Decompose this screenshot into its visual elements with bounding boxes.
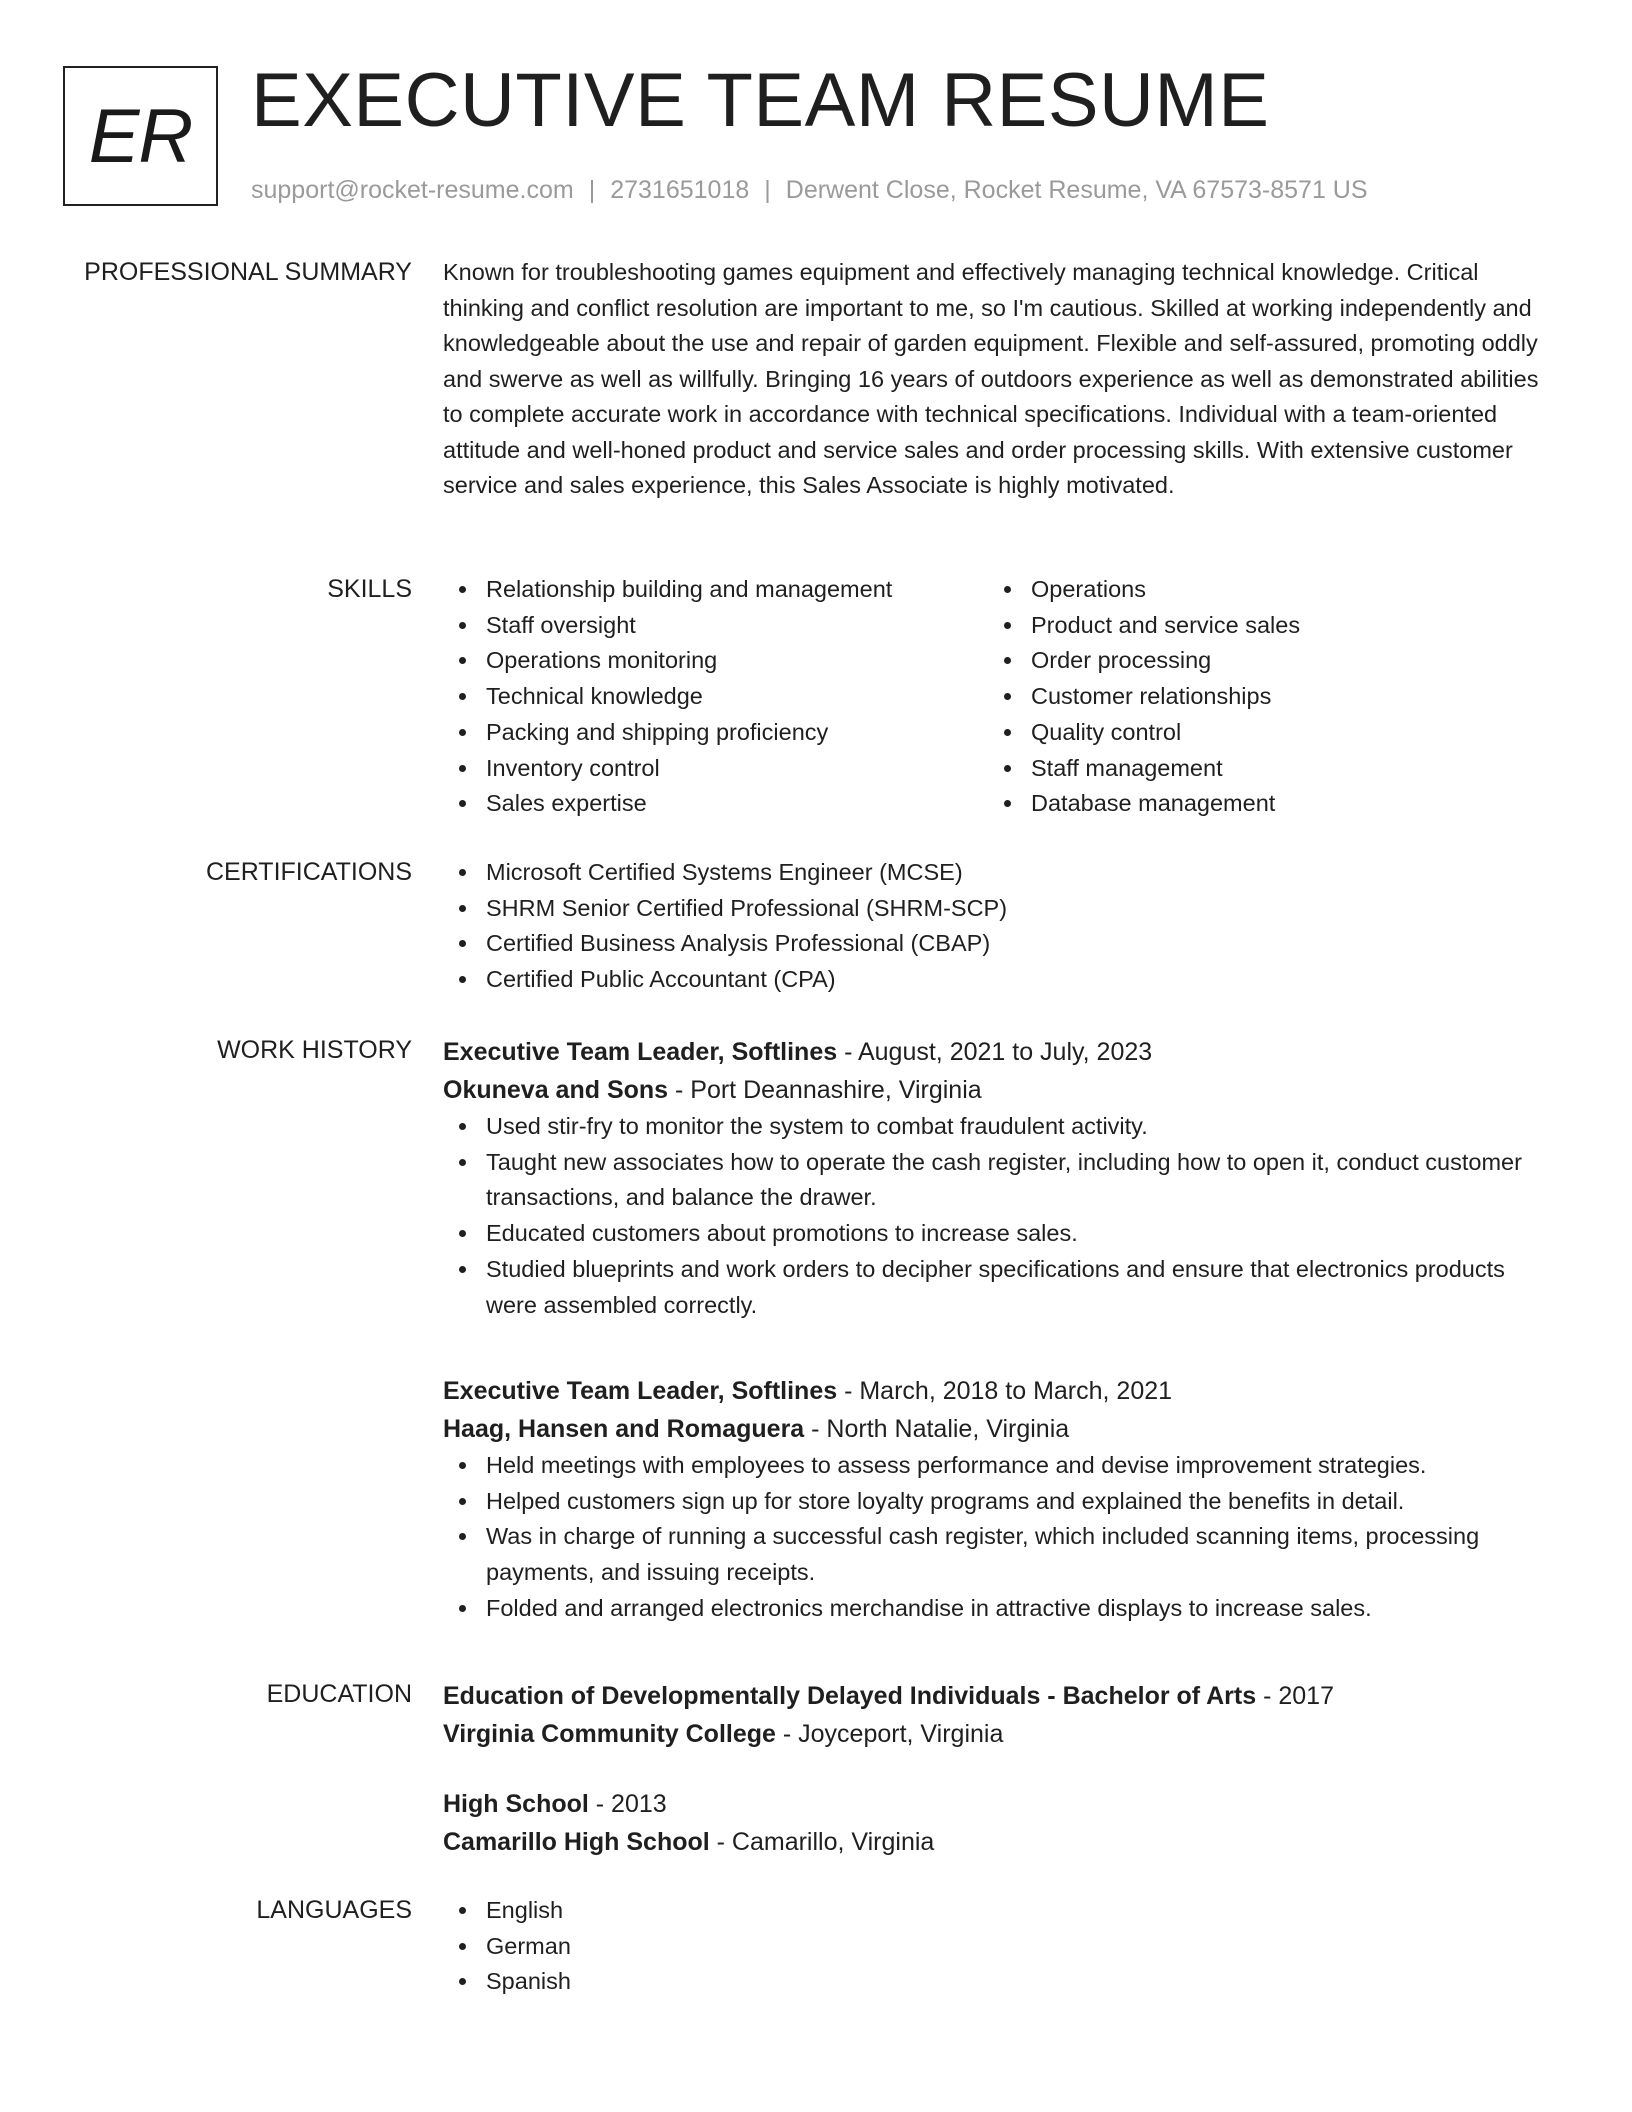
- job-company: Haag, Hansen and Romaguera: [443, 1415, 805, 1443]
- list-item: Operations monitoring: [443, 643, 988, 679]
- work-history-content-2: [443, 1372, 1553, 1627]
- list-item: English: [443, 1893, 1553, 1929]
- job-title: Executive Team Leader, Softlines: [443, 1377, 838, 1405]
- summary-text: Known for troubleshooting games equipment and effectively managing technical knowledge. Critical thinking and conflict resolution are important to me, so I'm cautious. Skilled at working independently and knowledgeable about the use and repair of garden equipment. Flexible and self-assured, promoting oddly and swerve as well as willfully. Bringing 16 years of outdoors experience as well as demonstrated abilities to complete accurate work in accordance with technical specifications. Individual with a team-oriented attitude and well-honed product and service sales and order processing skills. With extensive customer service and sales experience, this Sales Associate is highly motivated.: [443, 259, 1539, 498]
- list-item: Order processing: [988, 643, 1533, 679]
- job-entry: [443, 1033, 1553, 1323]
- contact-separator: |: [588, 176, 596, 204]
- list-item: Held meetings with employees to assess performance and devise improvement strategies.: [443, 1448, 1553, 1484]
- job-location: - Port Deannashire, Virginia: [668, 1076, 982, 1104]
- education-location: - Camarillo, Virginia: [709, 1828, 935, 1856]
- education-year: - 2017: [1256, 1682, 1334, 1710]
- summary-content: [443, 255, 1553, 504]
- education-entry: [443, 1677, 1553, 1753]
- list-item: Was in charge of running a successful cash register, which included scanning items, processing payments, and issuing receipts.: [443, 1519, 1553, 1590]
- job-header: [443, 1033, 1553, 1071]
- certifications-list: [443, 855, 1553, 998]
- section-label-certifications: CERTIFICATIONS: [205, 858, 412, 886]
- list-item: Operations: [988, 572, 1533, 608]
- job-bullets: [443, 1109, 1553, 1323]
- list-item: Folded and arranged electronics merchandise in attractive displays to increase sales.: [443, 1591, 1553, 1627]
- list-item: Studied blueprints and work orders to decipher specifications and ensure that electronics products were assembled correctly.: [443, 1252, 1553, 1323]
- list-item: SHRM Senior Certified Professional (SHRM-SCP): [443, 891, 1553, 927]
- languages-content: [443, 1893, 1553, 2000]
- education-school: Virginia Community College: [443, 1720, 776, 1748]
- skills-column-1: [443, 572, 988, 822]
- job-header: [443, 1372, 1553, 1410]
- job-company: Okuneva and Sons: [443, 1076, 669, 1104]
- list-item: Staff oversight: [443, 608, 988, 644]
- list-item: Microsoft Certified Systems Engineer (MCSE): [443, 855, 1553, 891]
- education-school: Camarillo High School: [443, 1828, 710, 1856]
- education-degree-line: [443, 1677, 1553, 1715]
- education-degree: High School: [443, 1790, 589, 1818]
- job-company-line: [443, 1410, 1553, 1448]
- list-item: Relationship building and management: [443, 572, 988, 608]
- job-bullets: [443, 1448, 1553, 1627]
- job-location: - North Natalie, Virginia: [804, 1415, 1070, 1443]
- job-title: Executive Team Leader, Softlines: [443, 1038, 838, 1066]
- job-entry: [443, 1372, 1553, 1627]
- list-item: Spanish: [443, 1964, 1553, 2000]
- list-item: Customer relationships: [988, 679, 1533, 715]
- job-dates: - August, 2021 to July, 2023: [837, 1038, 1153, 1066]
- languages-list: [443, 1893, 1553, 2000]
- contact-address: Derwent Close, Rocket Resume, VA 67573-8571 US: [785, 176, 1368, 204]
- skills-column-2: [988, 572, 1533, 822]
- list-item: Staff management: [988, 751, 1533, 787]
- education-content: [443, 1677, 1553, 1753]
- page-title: EXECUTIVE TEAM RESUME: [251, 58, 1270, 143]
- section-label-languages: LANGUAGES: [256, 1896, 412, 1924]
- list-item: Inventory control: [443, 751, 988, 787]
- education-degree: Education of Developmentally Delayed Individuals - Bachelor of Arts: [443, 1682, 1257, 1710]
- education-location: - Joyceport, Virginia: [775, 1720, 1004, 1748]
- list-item: Taught new associates how to operate the cash register, including how to open it, conduct customer transactions, and balance the drawer.: [443, 1145, 1553, 1216]
- monogram-logo: ER: [63, 66, 218, 206]
- list-item: Database management: [988, 786, 1533, 822]
- education-degree-line: [443, 1785, 1553, 1823]
- section-label-skills: SKILLS: [327, 575, 412, 603]
- contact-email: support@rocket-resume.com: [251, 176, 574, 204]
- list-item: Helped customers sign up for store loyalty programs and explained the benefits in detail.: [443, 1484, 1553, 1520]
- section-label-education: EDUCATION: [266, 1680, 412, 1708]
- section-label-work-history: WORK HISTORY: [217, 1036, 412, 1064]
- work-history-content: [443, 1033, 1553, 1323]
- list-item: Packing and shipping proficiency: [443, 715, 988, 751]
- job-dates: - March, 2018 to March, 2021: [837, 1377, 1173, 1405]
- list-item: Certified Business Analysis Professional (CBAP): [443, 926, 1553, 962]
- education-content-2: [443, 1785, 1553, 1861]
- list-item: German: [443, 1929, 1553, 1965]
- education-entry: [443, 1785, 1553, 1861]
- contact-phone: 2731651018: [610, 176, 750, 204]
- contact-line: [251, 174, 1368, 206]
- list-item: Educated customers about promotions to increase sales.: [443, 1216, 1553, 1252]
- list-item: Quality control: [988, 715, 1533, 751]
- list-item: Certified Public Accountant (CPA): [443, 962, 1553, 998]
- list-item: Technical knowledge: [443, 679, 988, 715]
- certifications-content: [443, 855, 1553, 998]
- education-school-line: [443, 1823, 1553, 1861]
- list-item: Product and service sales: [988, 608, 1533, 644]
- education-school-line: [443, 1715, 1553, 1753]
- list-item: Sales expertise: [443, 786, 988, 822]
- skills-content: [443, 572, 1553, 822]
- education-year: - 2013: [588, 1790, 667, 1818]
- job-company-line: [443, 1071, 1553, 1109]
- list-item: Used stir-fry to monitor the system to combat fraudulent activity.: [443, 1109, 1553, 1145]
- contact-separator: |: [764, 176, 771, 204]
- section-label-summary: PROFESSIONAL SUMMARY: [84, 258, 412, 286]
